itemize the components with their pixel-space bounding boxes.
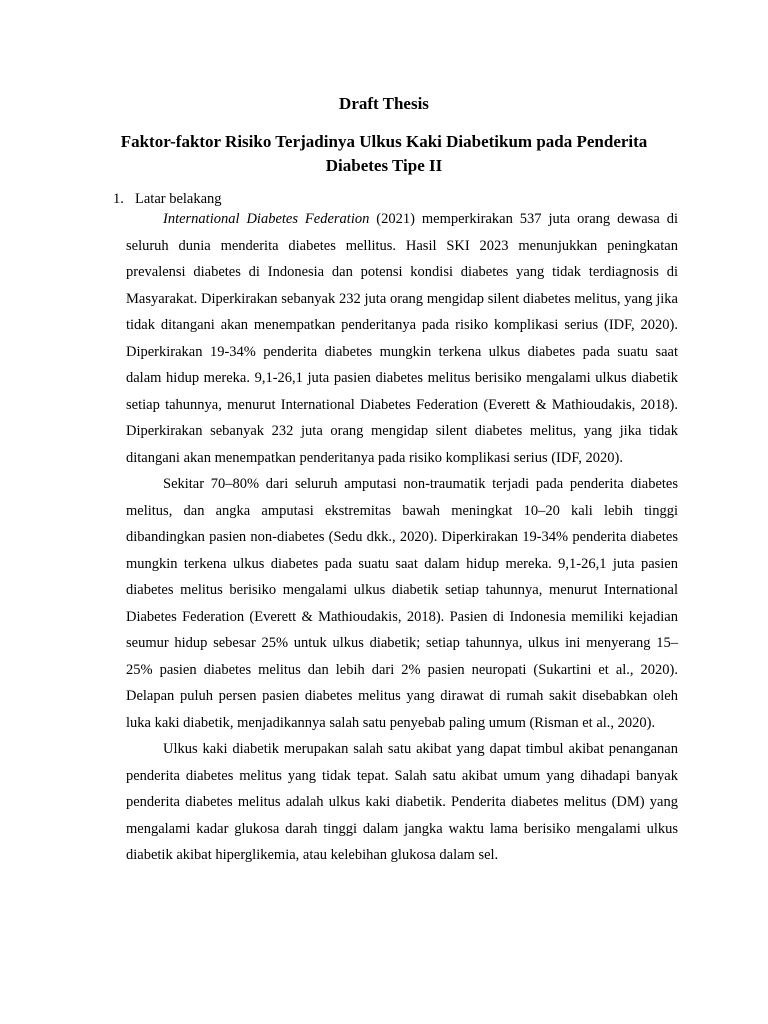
document-subtitle: Faktor-faktor Risiko Terjadinya Ulkus Kaki Diabetikum pada Penderita Diabetes Tipe II bbox=[120, 132, 648, 175]
section-number: 1. bbox=[113, 191, 124, 207]
paragraph-1 bbox=[126, 206, 678, 471]
paragraph-1-text: (2021) memperkirakan 537 juta orang dewasa di seluruh dunia menderita diabetes mellitus. Hasil SKI 2023 menunjukkan peningkatan prevalensi diabetes di Indonesia dan potensi kondisi diabetes yang tidak terdiagnosis di Masyarakat. Diperkirakan sebanyak 232 juta orang mengidap silent diabetes melitus, yang jika tidak ditangani akan menempatkan penderitanya pada risiko komplikasi serius (IDF, 2020). Diperkirakan 19-34% penderita diabetes mungkin terkena ulkus diabetes pada suatu saat dalam hidup mereka. 9,1-26,1 juta pasien diabetes melitus berisiko mengalami ulkus diabetik setiap tahunnya, menurut International Diabetes Federation (Everett & Mathioudakis, 2018). Diperkirakan sebanyak 232 juta orang mengidap silent diabetes melitus, yang jika tidak ditangani akan menempatkan penderitanya pada risiko komplikasi serius (IDF, 2020). bbox=[126, 211, 678, 466]
body-text bbox=[126, 206, 678, 869]
paragraph-3: Ulkus kaki diabetik merupakan salah satu akibat yang dapat timbul akibat penanganan penderita diabetes melitus yang tidak tepat. Salah satu akibat umum yang dihadapi banyak penderita diabetes melitus adalah ulkus kaki diabetik. Penderita diabetes melitus (DM) yang mengalami kadar glukosa darah tinggi dalam jangka waktu lama berisiko mengalami ulkus diabetik akibat hiperglikemia, atau kelebihan glukosa dalam sel. bbox=[126, 741, 678, 863]
paragraph-2: Sekitar 70–80% dari seluruh amputasi non-traumatik terjadi pada penderita diabetes melitus, dan angka amputasi ekstremitas bawah meningkat 10–20 kali lebih tinggi dibandingkan pasien non-diabetes (Sedu dkk., 2020). Diperkirakan 19-34% penderita diabetes mungkin terkena ulkus diabetes pada suatu saat dalam hidup mereka. 9,1-26,1 juta pasien diabetes melitus berisiko mengalami ulkus diabetik setiap tahunnya, menurut International Diabetes Federation (Everett & Mathioudakis, 2018). Pasien di Indonesia memiliki kejadian seumur hidup sebesar 25% untuk ulkus diabetik; setiap tahunnya, ulkus ini menyerang 15–25% pasien diabetes melitus dan lebih dari 2% pasien neuropati (Sukartini et al., 2020). Delapan puluh persen pasien diabetes melitus yang dirawat di rumah sakit disebabkan oleh luka kaki diabetik, menjadikannya salah satu penyebab paling umum (Risman et al., 2020). bbox=[126, 476, 678, 731]
document-title: Draft Thesis bbox=[339, 94, 429, 113]
section-heading-label: Latar belakang bbox=[135, 191, 222, 207]
paragraph-1-italic: International Diabetes Federation bbox=[163, 211, 370, 227]
